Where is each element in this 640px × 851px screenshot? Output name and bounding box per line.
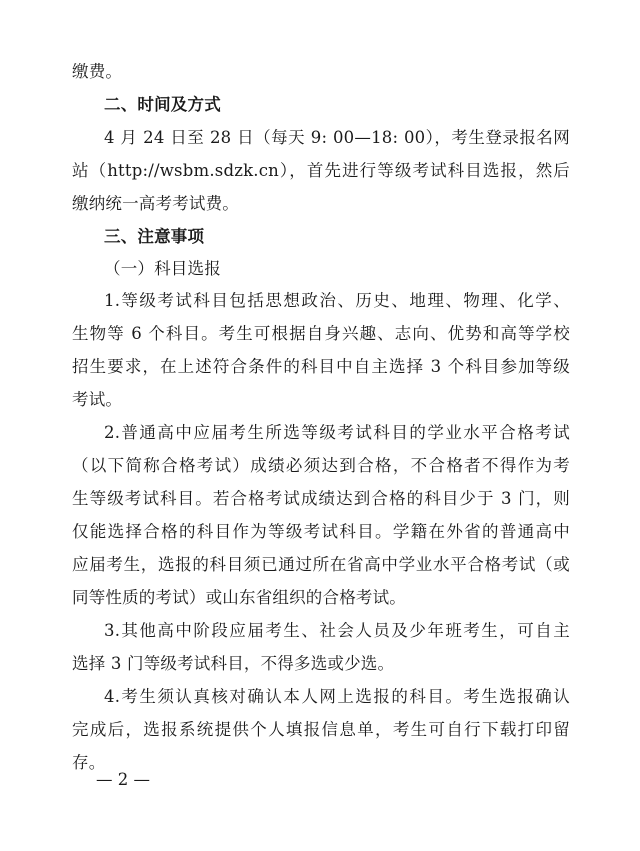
paragraph-line: 同等性质的考试）或山东省组织的合格考试。 xyxy=(72,588,406,607)
paragraph-line: 4.考生须认真核对确认本人网上选报的科目。考生选报确认 xyxy=(104,687,570,706)
paragraph-line: （以下简称合格考试）成绩必须达到合格，不合格者不得作为考 xyxy=(72,456,570,475)
paragraph-line: 应届考生，选报的科目须已通过所在省高中学业水平合格考试（或 xyxy=(72,555,570,574)
paragraph-line: 3.其他高中阶段应届考生、社会人员及少年班考生，可自主 xyxy=(104,621,570,640)
paragraph-line: 生物等 6 个科目。考生可根据自身兴趣、志向、优势和高等学校 xyxy=(72,324,570,343)
paragraph-line: 考试。 xyxy=(72,390,123,409)
paragraph-line: 4 月 24 日至 28 日（每天 9: 00—18: 00），考生登录报名网 xyxy=(104,128,570,147)
paragraph-line: 站（http://wsbm.sdzk.cn），首先进行等级考试科目选报，然后 xyxy=(72,161,570,180)
paragraph-line: 2.普通高中应届考生所选等级考试科目的学业水平合格考试 xyxy=(104,423,570,442)
page-number: — 2 — xyxy=(96,770,150,789)
paragraph-line: 完成后，选报系统提供个人填报信息单，考生可自行下载打印留 xyxy=(72,720,570,739)
paragraph-line: 1.等级考试科目包括思想政治、历史、地理、物理、化学、 xyxy=(104,291,570,310)
paragraph-line: 选择 3 门等级考试科目，不得多选或少选。 xyxy=(72,654,395,673)
paragraph-line: 招生要求，在上述符合条件的科目中自主选择 3 个科目参加等级 xyxy=(72,357,570,376)
paragraph-line: 生等级考试科目。若合格考试成绩达到合格的科目少于 3 门，则 xyxy=(72,489,570,508)
paragraph-line: 缴费。 xyxy=(72,62,123,81)
paragraph-line: 缴纳统一高考考试费。 xyxy=(72,194,239,213)
paragraph-line: 仅能选择合格的科目作为等级考试科目。学籍在外省的普通高中 xyxy=(72,522,570,541)
section-heading-time-method: 二、时间及方式 xyxy=(104,95,221,114)
paragraph-line: 存。 xyxy=(72,753,106,772)
subsection-heading-subject-selection: （一）科目选报 xyxy=(104,259,221,278)
section-heading-notes: 三、注意事项 xyxy=(104,227,205,246)
